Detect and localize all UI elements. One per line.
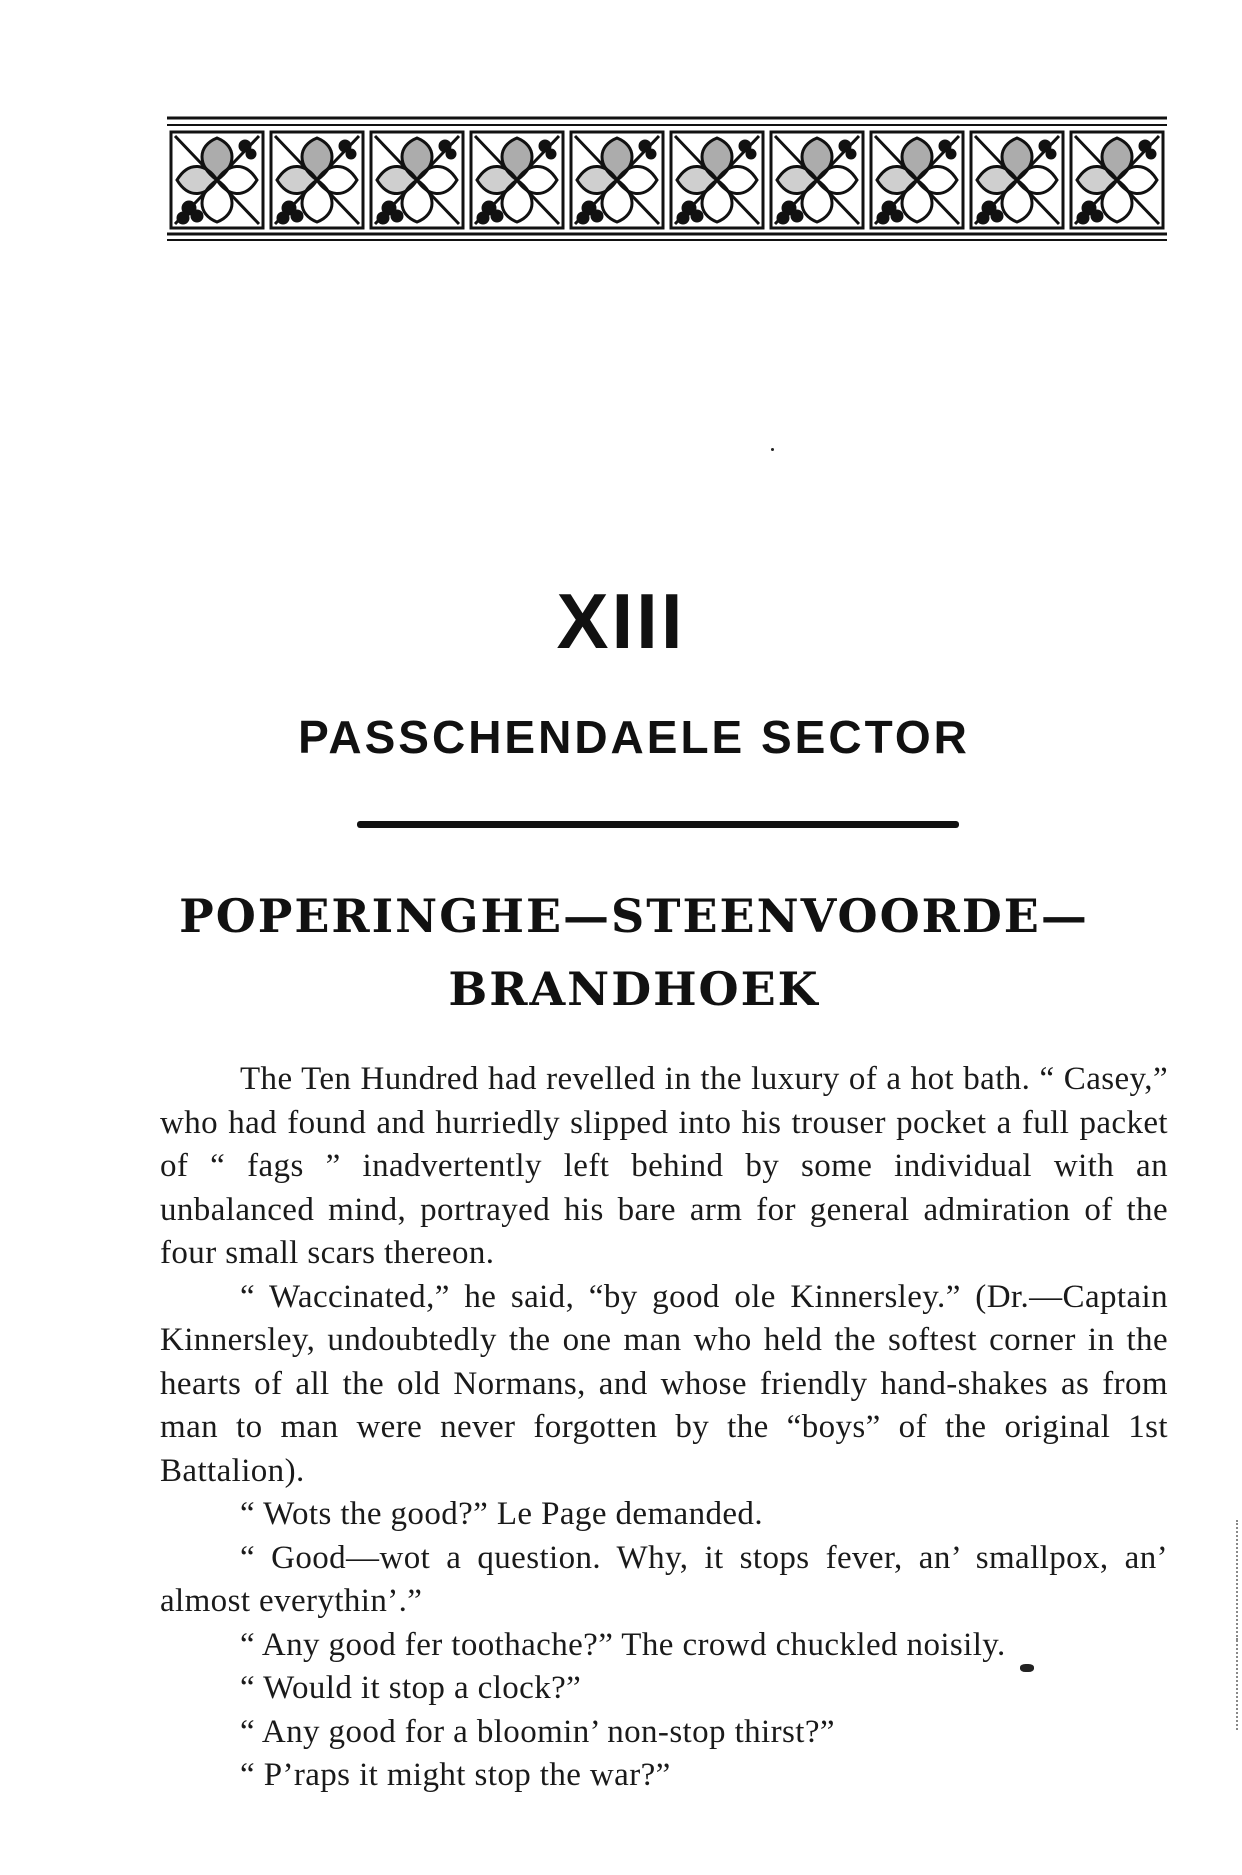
page-edge-marks xyxy=(1236,1640,1241,1730)
paragraph: The Ten Hundred had revelled in the luxury of a hot bath. “ Casey,” who had found and hurriedly slipped into his trouser pocket a full packet of “ fags ” inadvertently left behind by some individual with an unbalanced mind, portrayed his bare arm for general admiration of the four small scars thereon. xyxy=(160,1061,1168,1271)
section-heading xyxy=(0,880,1242,1025)
paragraph: “ Waccinated,” he said, “by good ole Kinnersley.” (Dr.—Captain Kinnersley, undoubtedly the one man who held the softest corner in the hearts of all the old Normans, and whose friendly hand-shakes as from man to man were never forgotten by the “boys” of the original 1st Battalion). xyxy=(160,1278,1168,1489)
body-text xyxy=(160,1058,1168,1798)
paragraph: “ Would it stop a clock?” xyxy=(240,1670,582,1706)
vine-ornament-icon xyxy=(167,116,1167,246)
decorative-header-band xyxy=(167,116,1167,246)
section-heading-line: BRANDHOEK xyxy=(448,961,820,1016)
chapter-number: XIII xyxy=(556,577,686,665)
section-heading-line: POPERINGHE—STEENVOORDE— xyxy=(179,889,1089,943)
page-edge-marks xyxy=(1236,1520,1241,1640)
paragraph: “ Wots the good?” Le Page demanded. xyxy=(240,1496,763,1532)
print-speck xyxy=(771,448,774,451)
paragraph: “ Any good fer toothache?” The crowd chuckled noisily. xyxy=(240,1626,1006,1663)
paragraph: “ Good—wot a question. Why, it stops fever, an’ smallpox, an’ almost everythin’.” xyxy=(160,1539,1168,1619)
title-divider-rule xyxy=(357,821,959,828)
paragraph: “ Any good for a bloomin’ non-stop thirst?” xyxy=(240,1713,835,1750)
chapter-title: PASSCHENDAELE SECTOR xyxy=(298,711,970,763)
paragraph: “ P’raps it might stop the war?” xyxy=(240,1757,671,1793)
ink-blot xyxy=(1020,1664,1034,1672)
